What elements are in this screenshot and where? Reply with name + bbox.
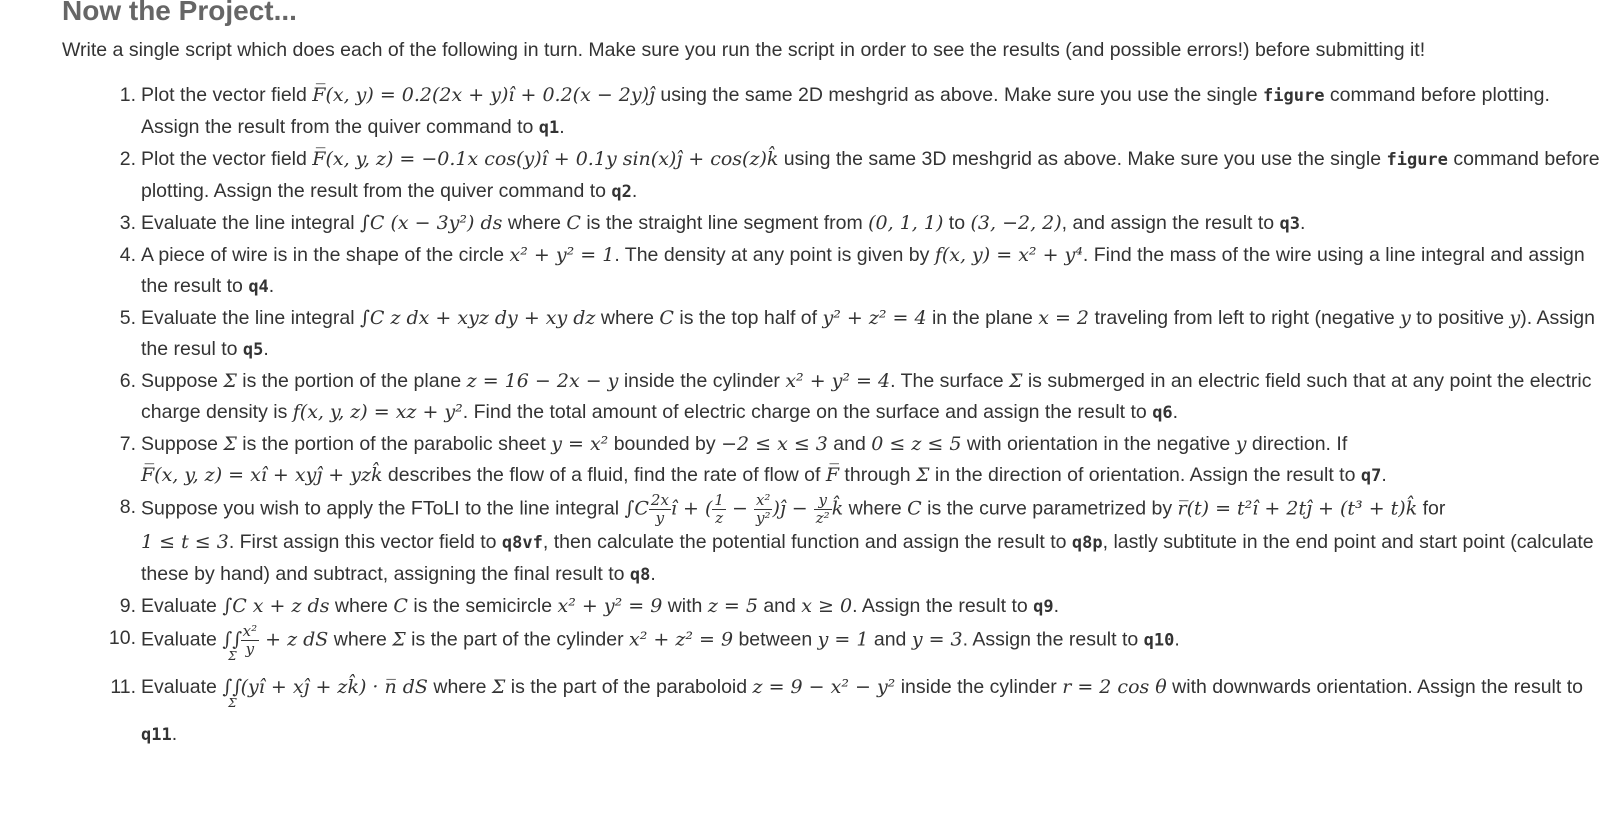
fraction-denominator: y² [755, 509, 771, 527]
code-variable: q10 [1143, 630, 1175, 651]
math-expression: f(x, y, z) = xz + y² [292, 401, 463, 423]
task-text: where [427, 675, 492, 698]
math-expression: C [659, 307, 674, 329]
math-expression: x ≥ 0 [801, 595, 853, 617]
task-text: direction. If [1246, 433, 1348, 455]
task-text: , then calculate the potential function and assign the result to [542, 531, 1072, 553]
math-expression: Σ [1008, 370, 1023, 392]
task-text: . [1053, 595, 1060, 617]
math-expression: F̅(x, y, z) = xî + xyĵ + yzk̂ [141, 464, 383, 486]
math-expression: C [566, 212, 581, 234]
task-item [62, 80, 1607, 144]
task-text: in the plane [926, 307, 1039, 329]
fraction-denominator: y [245, 640, 255, 658]
math-expression: 1 ≤ t ≤ 3 [141, 531, 229, 553]
code-variable: q7 [1360, 466, 1382, 486]
math-expression: −2 ≤ x ≤ 3 [721, 433, 828, 455]
math-expression: (0, 1, 1) [868, 212, 944, 234]
task-item [62, 623, 1607, 672]
math-expression: x² + y² = 1 [509, 244, 615, 266]
task-text: in the direction of orientation. Assign the result to [929, 464, 1361, 486]
task-text: bounded by [608, 433, 722, 455]
task-text: inside the cylinder [895, 675, 1063, 698]
task-number: 8. [119, 496, 136, 518]
task-item [62, 240, 1607, 303]
task-text: with [662, 595, 708, 617]
code-variable: q8p [1071, 533, 1103, 553]
task-item [62, 591, 1607, 623]
math-expression: y [1509, 307, 1521, 329]
task-text: command before plotting. Assign the result from the quiver command to [141, 84, 1550, 138]
math-expression: x² + z² = 9 [629, 628, 734, 651]
task-text: command before plotting. Assign the result from the quiver command to [141, 148, 1600, 202]
fraction-numerator: y [814, 492, 832, 510]
code-variable: q4 [248, 277, 269, 297]
math-expression: k̂ [831, 497, 844, 520]
task-text: where [329, 595, 394, 617]
task-text: . [171, 722, 178, 745]
task-text: using the same 2D meshgrid as above. Make sure you use the single [654, 84, 1264, 106]
math-expression: + z dS [259, 628, 329, 651]
task-text: is the part of the paraboloid [505, 675, 753, 698]
task-text: . First assign this vector field to [228, 531, 502, 553]
task-text: and [827, 433, 872, 455]
task-text: using the same 3D meshgrid as above. Make sure you use the single [778, 148, 1387, 170]
math-fraction [649, 492, 671, 527]
task-text: . [1174, 628, 1180, 651]
code-variable: q2 [611, 182, 632, 202]
math-expression: x = 2 [1038, 307, 1090, 329]
math-expression: y = x² [551, 433, 609, 455]
task-text: . [1381, 464, 1387, 486]
task-item [62, 429, 1607, 492]
code-variable: q5 [242, 340, 264, 360]
task-text: Evaluate the line integral [141, 212, 360, 234]
math-expression: (yî + xĵ + zk̂) · n̅ dS [240, 675, 428, 698]
fraction-denominator: z² [815, 509, 830, 527]
task-text: is the top half of [673, 307, 823, 329]
math-expression: y [1235, 433, 1247, 455]
math-expression: ∫C [624, 497, 649, 520]
task-number: 9. [119, 595, 136, 617]
fraction-numerator: 1 [714, 491, 724, 509]
task-number: 4. [119, 244, 136, 266]
task-text: Evaluate the line integral [141, 307, 360, 329]
math-expression: (3, −2, 2) [970, 212, 1062, 234]
task-text: Evaluate [141, 628, 223, 651]
task-text: . [1300, 212, 1306, 234]
task-number: 10. [108, 627, 136, 649]
task-number: 3. [119, 212, 136, 234]
math-expression: Σ [392, 628, 406, 651]
math-expression: Σ [223, 433, 237, 455]
task-text: . [1172, 401, 1179, 423]
task-text: with orientation in the negative [961, 433, 1236, 455]
task-text: . [263, 338, 269, 360]
math-expression: r̅(t) = t²î + 2tĵ + (t³ + t)k̂ [1177, 497, 1418, 520]
task-text: is submerged in an electric field such that at any point the electric charge density is [141, 370, 1592, 423]
task-text: is the straight line segment from [580, 212, 869, 234]
math-expression: y = 1 [817, 628, 869, 651]
task-list [62, 80, 1607, 751]
task-text: with downwards orientation. Assign the result to [1166, 675, 1583, 698]
task-text: ). Assign the resul to [141, 307, 1595, 360]
task-text: is the curve parametrized by [921, 497, 1178, 520]
task-item [62, 208, 1607, 240]
fraction-denominator: y [655, 509, 665, 527]
task-text: where [502, 212, 567, 234]
task-item [62, 492, 1607, 591]
math-expression: ∫∫ [222, 675, 243, 698]
task-text: . The density at any point is given by [614, 244, 935, 266]
task-text: A piece of wire is in the shape of the circle [141, 244, 510, 266]
math-expression: Σ [916, 464, 930, 486]
task-text: to [943, 212, 971, 234]
task-item [62, 303, 1607, 366]
math-expression: 0 ≤ z ≤ 5 [871, 433, 962, 455]
math-expression: f(x, y) = x² + y⁴ [934, 244, 1083, 266]
math-expression: ∫∫ [222, 628, 243, 651]
task-text: , lastly subtitute in the end point and start point (calculate these by hand) and subtract, assigning the final result to [141, 531, 1594, 585]
code-variable: q6 [1152, 403, 1173, 423]
fraction-numerator: x² [242, 622, 258, 640]
task-text: where [843, 497, 908, 520]
math-expression: F̅(x, y) = 0.2(2x + y)î + 0.2(x − 2y)ĵ [312, 84, 655, 106]
task-item [62, 144, 1607, 208]
task-text: is the semicircle [407, 595, 558, 617]
task-number: 6. [119, 370, 136, 392]
task-text: is the portion of the plane [236, 370, 467, 392]
task-text: . [650, 563, 656, 585]
task-text: Plot the vector field [141, 148, 313, 170]
task-text: Plot the vector field [141, 84, 313, 106]
math-expression: − [725, 497, 754, 520]
task-text: and [868, 628, 912, 651]
code-variable: q1 [538, 118, 560, 138]
task-text: . Assign the result to [852, 595, 1034, 617]
math-expression: F̅ [825, 464, 840, 486]
math-fraction [712, 492, 726, 527]
math-expression: y = 3 [911, 628, 963, 651]
math-expression: z = 9 − x² − y² [752, 675, 896, 698]
task-text: between [733, 628, 818, 651]
code-variable: q11 [141, 724, 172, 745]
task-text: . [268, 275, 275, 297]
math-expression: C [907, 497, 922, 520]
task-text: Evaluate [141, 595, 223, 617]
task-text: . Find the mass of the wire using a line integral and assign the result to [141, 244, 1585, 297]
math-expression: y [1400, 307, 1411, 329]
math-expression: ∫C x + z ds [222, 595, 330, 617]
math-expression: z = 16 − 2x − y [466, 370, 619, 392]
task-number: 1. [119, 84, 136, 106]
intro-paragraph: Write a single script which does each of the following in turn. Make sure you run the script in order to see the results (and possible errors!) before submitting it! [62, 39, 1426, 61]
math-expression: ∫C z dx + xyz dy + xy dz [359, 307, 596, 329]
task-text: where [595, 307, 660, 329]
code-variable: q3 [1279, 214, 1301, 234]
math-expression: î + ( [670, 497, 713, 520]
task-text: Suppose you wish to apply the FToLI to the line integral [141, 497, 625, 520]
task-text: is the portion of the parabolic sheet [236, 433, 552, 455]
math-expression: Σ [223, 370, 237, 392]
math-expression: x² + y² = 9 [557, 595, 663, 617]
integral-subscript: Σ [228, 695, 237, 710]
task-text: . [559, 116, 565, 138]
math-expression: r = 2 cos θ [1062, 675, 1167, 698]
task-text: . [631, 180, 638, 202]
task-text: through [839, 464, 916, 486]
math-expression: x² + y² = 4 [785, 370, 891, 392]
math-expression: )ĵ − [772, 497, 814, 520]
task-text: is the part of the cylinder [405, 628, 629, 651]
math-fraction [754, 492, 773, 527]
math-expression: C [393, 595, 408, 617]
fraction-numerator: x² [754, 492, 773, 510]
task-text: . The surface [890, 370, 1009, 392]
math-expression: Σ [491, 675, 506, 698]
math-fraction [814, 492, 832, 527]
fraction-numerator: 2x [650, 491, 669, 509]
task-text: . Assign the result to [962, 628, 1144, 651]
math-expression: z = 5 [707, 595, 758, 617]
code-variable: figure [1263, 86, 1325, 106]
math-expression: F̅(x, y, z) = −0.1x cos(y)î + 0.1y sin(x)ĵ + cos(z)k̂ [312, 148, 779, 170]
task-number: 2. [119, 148, 136, 170]
task-text: for [1417, 497, 1446, 520]
math-expression: y² + z² = 4 [822, 307, 927, 329]
task-item [62, 672, 1607, 751]
task-number: 5. [119, 307, 136, 329]
task-text: and [757, 595, 802, 617]
code-variable: figure [1386, 150, 1448, 170]
fraction-denominator: z [715, 509, 724, 527]
math-expression: ∫C (x − 3y²) ds [359, 212, 503, 234]
task-text: Suppose [141, 433, 224, 455]
math-fraction [241, 623, 259, 658]
task-text: Suppose [141, 370, 224, 392]
task-text: describes the flow of a fluid, find the rate of flow of [382, 464, 826, 486]
code-variable: q9 [1033, 597, 1054, 617]
task-text: Evaluate [141, 675, 223, 698]
task-item [62, 366, 1607, 429]
task-number: 7. [119, 433, 136, 455]
task-text: . Find the total amount of electric charge on the surface and assign the result to [462, 401, 1153, 423]
integral-subscript: Σ [228, 648, 237, 663]
task-text: inside the cylinder [618, 370, 786, 392]
code-variable: q8 [629, 565, 651, 585]
task-number: 11. [110, 675, 136, 698]
task-text: , and assign the result to [1061, 212, 1280, 234]
task-text: traveling from left to right (negative [1089, 307, 1401, 329]
code-variable: q8vf [501, 533, 543, 553]
page-title: Now the Project... [62, 0, 297, 26]
task-text: to positive [1410, 307, 1510, 329]
task-text: where [328, 628, 393, 651]
